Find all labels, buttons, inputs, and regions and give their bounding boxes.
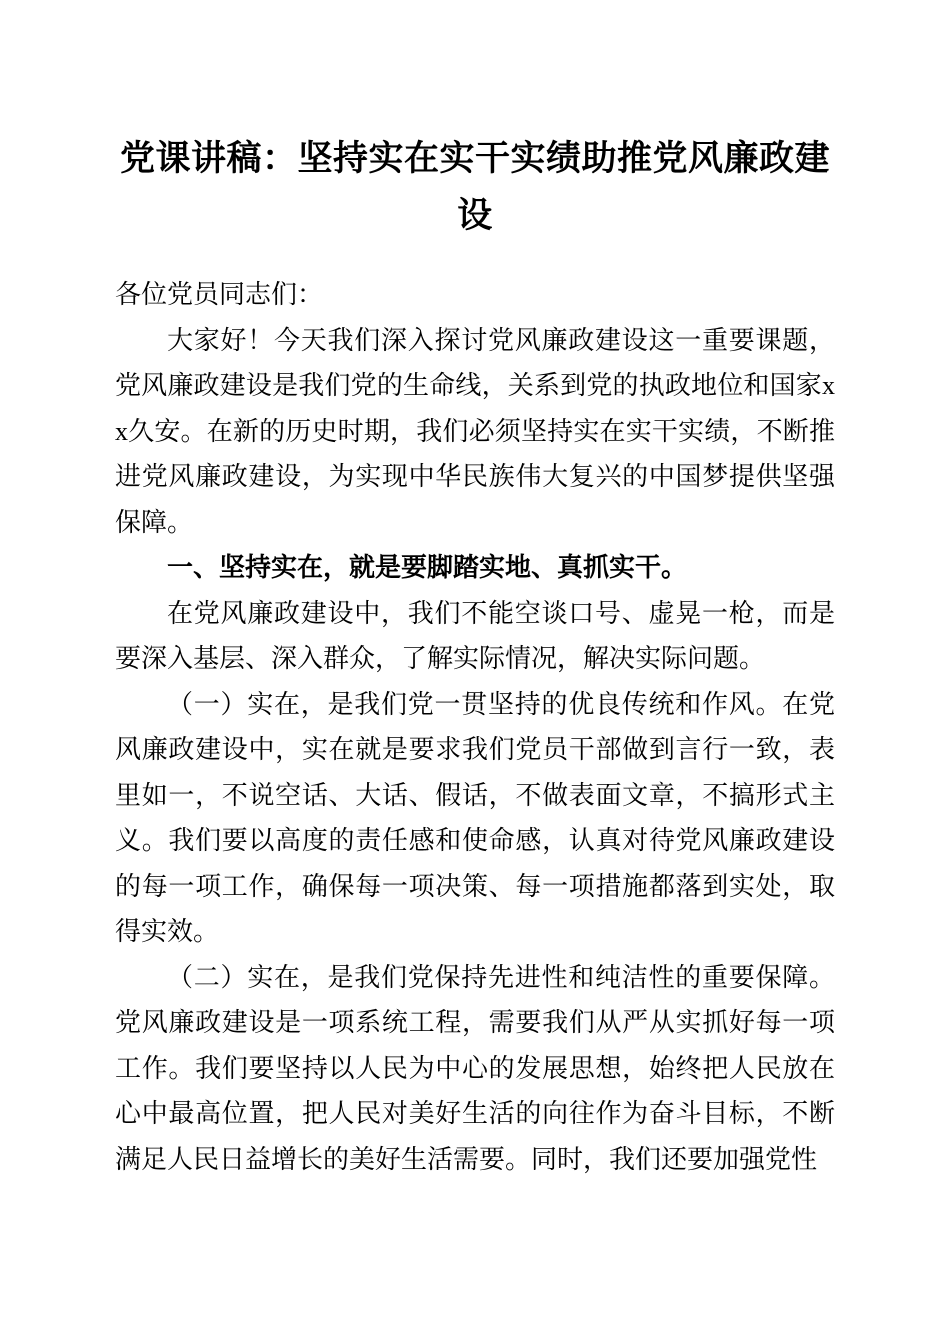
paragraph-introduction: 大家好！今天我们深入探讨党风廉政建设这一重要课题，党风廉政建设是我们党的生命线，关系到党的执政地位和国家xx久安。在新的历史时期，我们必须坚持实在实干实绩，不断推进党风廉政建设，为实现中华民族伟大复兴的中国梦提供坚强保障。 — [115, 325, 835, 537]
document-title: 党课讲稿：坚持实在实干实绩助推党风廉政建设 — [119, 139, 830, 235]
paragraph-point-1: （一）实在，是我们党一贯坚持的优良传统和作风。在党风廉政建设中，实在就是要求我们党员干部做到言行一致，表里如一，不说空话、大话、假话，不做表面文章，不搞形式主义。我们要以高度的责任感和使命感，认真对待党风廉政建设的每一项工作，确保每一项决策、每一项措施都落到实处，取得实效。 — [115, 689, 835, 946]
section-heading-1: 一、坚持实在，就是要脚踏实地、真抓实干。 — [167, 552, 688, 582]
paragraph-point-2: （二）实在，是我们党保持先进性和纯洁性的重要保障。党风廉政建设是一项系统工程，需要我们从严从实抓好每一项工作。我们要坚持以人民为中心的发展思想，始终把人民放在心中最高位置，把人民对美好生活的向往作为奋斗目标，不断满足人民日益增长的美好生活需要。同时，我们还要加强党性 — [115, 962, 835, 1174]
paragraph-section1-lead: 在党风廉政建设中，我们不能空谈口号、虚晃一枪，而是要深入基层、深入群众，了解实际情况，解决实际问题。 — [115, 598, 835, 673]
document-body — [115, 272, 835, 1182]
salutation-line: 各位党员同志们： — [115, 280, 324, 309]
